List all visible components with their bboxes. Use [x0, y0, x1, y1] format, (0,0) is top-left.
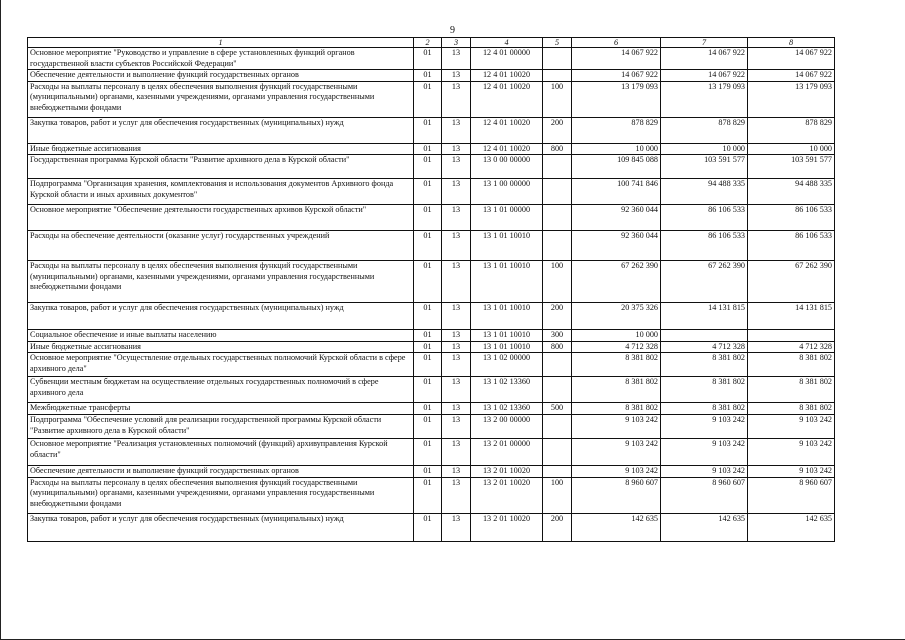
subsection-code: 13	[442, 48, 471, 70]
table-row	[28, 143, 835, 155]
section-code: 01	[414, 231, 442, 261]
subsection-code: 13	[442, 70, 471, 82]
column-number: 8	[748, 38, 835, 48]
amount-year-1: 14 067 922	[572, 70, 661, 82]
expense-type-code	[543, 155, 572, 179]
expense-type-code	[543, 231, 572, 261]
amount-year-1: 92 360 044	[572, 231, 661, 261]
amount-year-3: 8 381 802	[748, 353, 835, 377]
target-article-code: 12 4 01 10020	[471, 143, 543, 155]
target-article-code: 13 1 01 10010	[471, 261, 543, 303]
column-number: 4	[471, 38, 543, 48]
column-number: 6	[572, 38, 661, 48]
section-code: 01	[414, 261, 442, 303]
row-name: Закупка товаров, работ и услуг для обеспечения государственных (муниципальных) нужд	[28, 117, 414, 143]
table-row	[28, 439, 835, 466]
row-name: Иные бюджетные ассигнования	[28, 143, 414, 155]
expense-type-code: 200	[543, 117, 572, 143]
row-name: Подпрограмма "Обеспечение условий для реализации государственной программы Курской области "Развитие архивного дела в Курской области"	[28, 415, 414, 439]
amount-year-1: 9 103 242	[572, 415, 661, 439]
expense-type-code: 800	[543, 143, 572, 155]
expense-type-code: 100	[543, 81, 572, 117]
target-article-code: 13 1 02 13360	[471, 377, 543, 403]
section-code: 01	[414, 415, 442, 439]
amount-year-3: 9 103 242	[748, 466, 835, 478]
target-article-code: 13 2 01 10020	[471, 466, 543, 478]
target-article-code: 13 2 01 10020	[471, 477, 543, 513]
amount-year-3: 878 829	[748, 117, 835, 143]
section-code: 01	[414, 155, 442, 179]
target-article-code: 12 4 01 00000	[471, 48, 543, 70]
row-name: Обеспечение деятельности и выполнение функций государственных органов	[28, 70, 414, 82]
column-number: 7	[661, 38, 748, 48]
expense-type-code: 200	[543, 303, 572, 330]
amount-year-2: 4 712 328	[661, 341, 748, 353]
section-code: 01	[414, 330, 442, 342]
subsection-code: 13	[442, 377, 471, 403]
subsection-code: 13	[442, 353, 471, 377]
row-name: Основное мероприятие "Осуществление отдельных государственных полномочий Курской области в сфере архивного дела"	[28, 353, 414, 377]
amount-year-1: 142 635	[572, 513, 661, 541]
amount-year-3: 10 000	[748, 143, 835, 155]
table-row	[28, 81, 835, 117]
target-article-code: 12 4 01 10020	[471, 70, 543, 82]
row-name: Расходы на выплаты персоналу в целях обеспечения выполнения функций государственными (муниципальными) органами, казенными учреждениями, органами управления государственными внебюджетными фондами	[28, 477, 414, 513]
table-row	[28, 341, 835, 353]
amount-year-2: 9 103 242	[661, 466, 748, 478]
subsection-code: 13	[442, 261, 471, 303]
expense-type-code: 100	[543, 477, 572, 513]
amount-year-1: 100 741 846	[572, 179, 661, 205]
amount-year-3: 8 381 802	[748, 377, 835, 403]
row-name: Основное мероприятие "Реализация установленных полномочий (функций) архивуправления Курской области"	[28, 439, 414, 466]
section-code: 01	[414, 377, 442, 403]
section-code: 01	[414, 81, 442, 117]
table-row	[28, 70, 835, 82]
amount-year-2: 14 131 815	[661, 303, 748, 330]
row-name: Закупка товаров, работ и услуг для обеспечения государственных (муниципальных) нужд	[28, 303, 414, 330]
row-name: Расходы на обеспечение деятельности (оказание услуг) государственных учреждений	[28, 231, 414, 261]
table-row	[28, 403, 835, 415]
subsection-code: 13	[442, 205, 471, 231]
subsection-code: 13	[442, 81, 471, 117]
subsection-code: 13	[442, 341, 471, 353]
amount-year-1: 20 375 326	[572, 303, 661, 330]
budget-table	[27, 37, 835, 542]
row-name: Расходы на выплаты персоналу в целях обеспечения выполнения функций государственными (муниципальными) органами, казенными учреждениями, органами управления государственными внебюджетными фондами	[28, 81, 414, 117]
section-code: 01	[414, 513, 442, 541]
section-code: 01	[414, 403, 442, 415]
amount-year-2: 10 000	[661, 143, 748, 155]
row-name: Государственная программа Курской области "Развитие архивного дела в Курской области"	[28, 155, 414, 179]
row-name: Закупка товаров, работ и услуг для обеспечения государственных (муниципальных) нужд	[28, 513, 414, 541]
amount-year-3: 86 106 533	[748, 205, 835, 231]
row-name: Межбюджетные трансферты	[28, 403, 414, 415]
target-article-code: 13 2 01 00000	[471, 439, 543, 466]
amount-year-3: 8 960 607	[748, 477, 835, 513]
amount-year-3	[748, 330, 835, 342]
table-row	[28, 377, 835, 403]
row-name: Социальное обеспечение и иные выплаты населению	[28, 330, 414, 342]
section-code: 01	[414, 205, 442, 231]
table-row	[28, 513, 835, 541]
row-name: Основное мероприятие "Обеспечение деятельности государственных архивов Курской области"	[28, 205, 414, 231]
section-code: 01	[414, 439, 442, 466]
section-code: 01	[414, 179, 442, 205]
target-article-code: 13 1 01 10010	[471, 303, 543, 330]
table-row	[28, 415, 835, 439]
column-number: 3	[442, 38, 471, 48]
amount-year-1: 14 067 922	[572, 48, 661, 70]
amount-year-1: 92 360 044	[572, 205, 661, 231]
amount-year-2: 878 829	[661, 117, 748, 143]
table-row	[28, 179, 835, 205]
amount-year-1: 8 381 802	[572, 377, 661, 403]
target-article-code: 12 4 01 10020	[471, 81, 543, 117]
amount-year-2: 8 381 802	[661, 377, 748, 403]
target-article-code: 13 1 00 00000	[471, 179, 543, 205]
amount-year-3: 14 067 922	[748, 48, 835, 70]
amount-year-2: 8 381 802	[661, 353, 748, 377]
amount-year-2: 8 960 607	[661, 477, 748, 513]
amount-year-1: 10 000	[572, 330, 661, 342]
amount-year-3: 67 262 390	[748, 261, 835, 303]
section-code: 01	[414, 143, 442, 155]
amount-year-2	[661, 330, 748, 342]
subsection-code: 13	[442, 415, 471, 439]
amount-year-1: 67 262 390	[572, 261, 661, 303]
subsection-code: 13	[442, 477, 471, 513]
amount-year-1: 878 829	[572, 117, 661, 143]
page-number: 9	[450, 25, 455, 36]
amount-year-3: 8 381 802	[748, 403, 835, 415]
target-article-code: 13 1 01 10010	[471, 341, 543, 353]
expense-type-code	[543, 439, 572, 466]
row-name: Субвенции местным бюджетам на осуществление отдельных государственных полномочий в сфере архивного дела	[28, 377, 414, 403]
expense-type-code	[543, 415, 572, 439]
subsection-code: 13	[442, 117, 471, 143]
table-row	[28, 466, 835, 478]
expense-type-code: 100	[543, 261, 572, 303]
amount-year-2: 9 103 242	[661, 415, 748, 439]
section-code: 01	[414, 466, 442, 478]
subsection-code: 13	[442, 403, 471, 415]
table-row	[28, 353, 835, 377]
section-code: 01	[414, 70, 442, 82]
section-code: 01	[414, 48, 442, 70]
amount-year-1: 9 103 242	[572, 466, 661, 478]
target-article-code: 13 1 02 13360	[471, 403, 543, 415]
section-code: 01	[414, 353, 442, 377]
subsection-code: 13	[442, 466, 471, 478]
column-number-row	[28, 38, 835, 48]
expense-type-code: 800	[543, 341, 572, 353]
amount-year-2: 14 067 922	[661, 70, 748, 82]
target-article-code: 13 1 01 10010	[471, 330, 543, 342]
amount-year-2: 103 591 577	[661, 155, 748, 179]
amount-year-1: 8 960 607	[572, 477, 661, 513]
row-name: Иные бюджетные ассигнования	[28, 341, 414, 353]
table-row	[28, 303, 835, 330]
amount-year-2: 86 106 533	[661, 231, 748, 261]
target-article-code: 13 2 00 00000	[471, 415, 543, 439]
target-article-code: 12 4 01 10020	[471, 117, 543, 143]
expense-type-code	[543, 205, 572, 231]
subsection-code: 13	[442, 330, 471, 342]
row-name: Основное мероприятие "Руководство и управление в сфере установленных функций органов государственной власти субъектов Российской Федерации"	[28, 48, 414, 70]
section-code: 01	[414, 117, 442, 143]
amount-year-3: 13 179 093	[748, 81, 835, 117]
amount-year-2: 14 067 922	[661, 48, 748, 70]
table-row	[28, 231, 835, 261]
subsection-code: 13	[442, 179, 471, 205]
amount-year-2: 8 381 802	[661, 403, 748, 415]
amount-year-2: 13 179 093	[661, 81, 748, 117]
amount-year-3: 9 103 242	[748, 415, 835, 439]
expense-type-code: 200	[543, 513, 572, 541]
subsection-code: 13	[442, 303, 471, 330]
expense-type-code: 500	[543, 403, 572, 415]
column-number: 5	[543, 38, 572, 48]
subsection-code: 13	[442, 155, 471, 179]
expense-type-code	[543, 353, 572, 377]
amount-year-1: 9 103 242	[572, 439, 661, 466]
amount-year-1: 10 000	[572, 143, 661, 155]
subsection-code: 13	[442, 143, 471, 155]
table-row	[28, 205, 835, 231]
table-row	[28, 48, 835, 70]
amount-year-3: 4 712 328	[748, 341, 835, 353]
target-article-code: 13 0 00 00000	[471, 155, 543, 179]
expense-type-code	[543, 377, 572, 403]
amount-year-3: 14 131 815	[748, 303, 835, 330]
subsection-code: 13	[442, 231, 471, 261]
amount-year-2: 142 635	[661, 513, 748, 541]
section-code: 01	[414, 477, 442, 513]
expense-type-code	[543, 48, 572, 70]
section-code: 01	[414, 303, 442, 330]
table-body	[28, 48, 835, 542]
amount-year-2: 67 262 390	[661, 261, 748, 303]
expense-type-code	[543, 70, 572, 82]
subsection-code: 13	[442, 513, 471, 541]
table-row	[28, 155, 835, 179]
amount-year-1: 8 381 802	[572, 353, 661, 377]
table-row	[28, 117, 835, 143]
amount-year-2: 86 106 533	[661, 205, 748, 231]
target-article-code: 13 2 01 10020	[471, 513, 543, 541]
amount-year-3: 86 106 533	[748, 231, 835, 261]
amount-year-3: 9 103 242	[748, 439, 835, 466]
table-row	[28, 477, 835, 513]
target-article-code: 13 1 01 10010	[471, 231, 543, 261]
table-row	[28, 330, 835, 342]
expense-type-code	[543, 466, 572, 478]
page-edge-line	[0, 0, 1, 640]
expense-type-code	[543, 179, 572, 205]
amount-year-2: 94 488 335	[661, 179, 748, 205]
row-name: Подпрограмма "Организация хранения, комплектования и использования документов Архивного фонда Курской области и иных архивных документов"	[28, 179, 414, 205]
amount-year-3: 142 635	[748, 513, 835, 541]
amount-year-1: 4 712 328	[572, 341, 661, 353]
amount-year-1: 13 179 093	[572, 81, 661, 117]
expense-type-code: 300	[543, 330, 572, 342]
amount-year-3: 14 067 922	[748, 70, 835, 82]
amount-year-1: 8 381 802	[572, 403, 661, 415]
row-name: Обеспечение деятельности и выполнение функций государственных органов	[28, 466, 414, 478]
column-number: 2	[414, 38, 442, 48]
amount-year-2: 9 103 242	[661, 439, 748, 466]
amount-year-3: 103 591 577	[748, 155, 835, 179]
amount-year-1: 109 845 088	[572, 155, 661, 179]
table-row	[28, 261, 835, 303]
target-article-code: 13 1 02 00000	[471, 353, 543, 377]
column-number: 1	[28, 38, 414, 48]
target-article-code: 13 1 01 00000	[471, 205, 543, 231]
amount-year-3: 94 488 335	[748, 179, 835, 205]
row-name: Расходы на выплаты персоналу в целях обеспечения выполнения функций государственными (муниципальными) органами, казенными учреждениями, органами управления государственными внебюджетными фондами	[28, 261, 414, 303]
subsection-code: 13	[442, 439, 471, 466]
section-code: 01	[414, 341, 442, 353]
